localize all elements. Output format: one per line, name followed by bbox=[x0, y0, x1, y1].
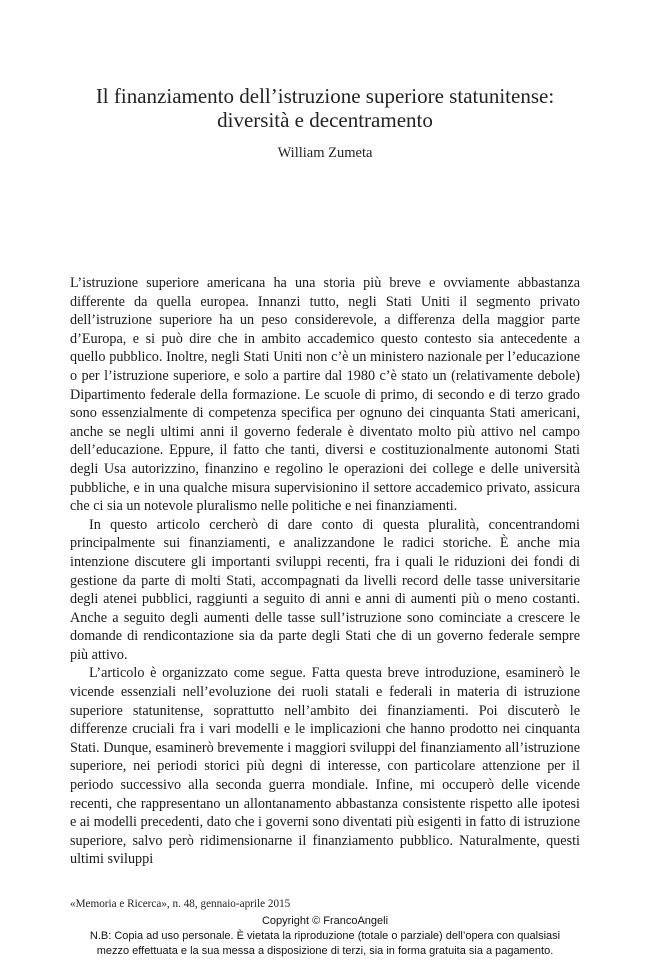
paragraph-2: In questo articolo cercherò di dare conto di questa pluralità, concentrandomi principalmente sui finanziamenti, e analizzandone le radici storiche. È anche mia intenzione discutere gli importanti sviluppi recenti, fra i quali le riduzioni dei fondi di gestione da parte di molti Stati, accompagnati da livelli record delle tasse universitarie degli atenei pubblici, raggiunti a seguito di anni e anni di aumenti più o meno costanti. Anche a seguito degli aumenti delle tasse sull’istruzione sono cominciate a crescere le domande di rendicontazione sia da parte degli Stati che di un governo federale sempre più attivo. bbox=[70, 516, 580, 663]
journal-citation: «Memoria e Ricerca», n. 48, gennaio-aprile 2015 bbox=[70, 898, 291, 910]
copyright-line: Copyright © FrancoAngeli bbox=[261, 915, 389, 927]
copyright-note-line-1: N.B: Copia ad uso personale. È vietata la riproduzione (totale o parziale) dell’opera con qualsiasi bbox=[89, 930, 561, 942]
copyright-footer bbox=[0, 914, 650, 959]
title-line-2: diversità e decentramento bbox=[217, 108, 433, 132]
title-line-1: Il finanziamento dell’istruzione superiore statunitense: bbox=[95, 84, 555, 108]
author-name: William Zumeta bbox=[277, 145, 373, 161]
article-body bbox=[70, 274, 580, 869]
paragraph-1: L’istruzione superiore americana ha una storia più breve e ovviamente abbastanza differente da quella europea. Innanzi tutto, negli Stati Uniti il segmento privato dell’istruzione superiore ha un peso considerevole, a differenza della maggior parte d’Europa, e si può dire che in ambito accademico questo contesto sia antecedente a quello pubblico. Inoltre, negli Stati Uniti non c’è un ministero nazionale per l’educazione o per l’istruzione superiore, e solo a partire dal 1980 c’è stato un (relativamente debole) Dipartimento federale della formazione. Le scuole di primo, di secondo e di terzo grado sono essenzialmente di competenza specifica per ognuno dei cinquanta Stati americani, anche se negli ultimi anni il governo federale è diventato molto più attivo nel campo dell’educazione. Eppure, il fatto che tanti, diversi e costituzionalmente autonomi Stati degli Usa autorizzino, finanzino e regolino le operazioni dei college e delle università pubbliche, e in una qualche misura supervisionino il settore accademico privato, assicura che ci sia un notevole pluralismo nelle politiche e nei finanziamenti. bbox=[70, 275, 580, 515]
copyright-note-line-2: mezzo effettuata e la sua messa a disposizione di terzi, sia in forma gratuita sia a pagamento. bbox=[96, 945, 554, 957]
article-title bbox=[0, 84, 650, 132]
paragraph-3: L’articolo è organizzato come segue. Fatta questa breve introduzione, esaminerò le vicende essenziali nell’evoluzione dei ruoli statali e federali in materia di istruzione superiore statunitense, soprattutto nell’ambito dei finanziamenti. Poi discuterò le differenze cruciali fra i vari modelli e le implicazioni che hanno prodotto nei cinquanta Stati. Dunque, esaminerò brevemente i maggiori sviluppi del finanziamento all’istruzione superiore, nei periodi storici più degni di interesse, con particolare attenzione per il periodo successivo alla seconda guerra mondiale. Infine, mi occuperò delle vicende recenti, che rappresentano un allontanamento abbastanza consistente rispetto alle ipotesi e ai modelli precedenti, dato che i governi sono diventati più esigenti in fatto di istruzione superiore, salvo però ridimensionarne il finanziamento pubblico. Naturalmente, questi ultimi sviluppi bbox=[70, 665, 580, 868]
